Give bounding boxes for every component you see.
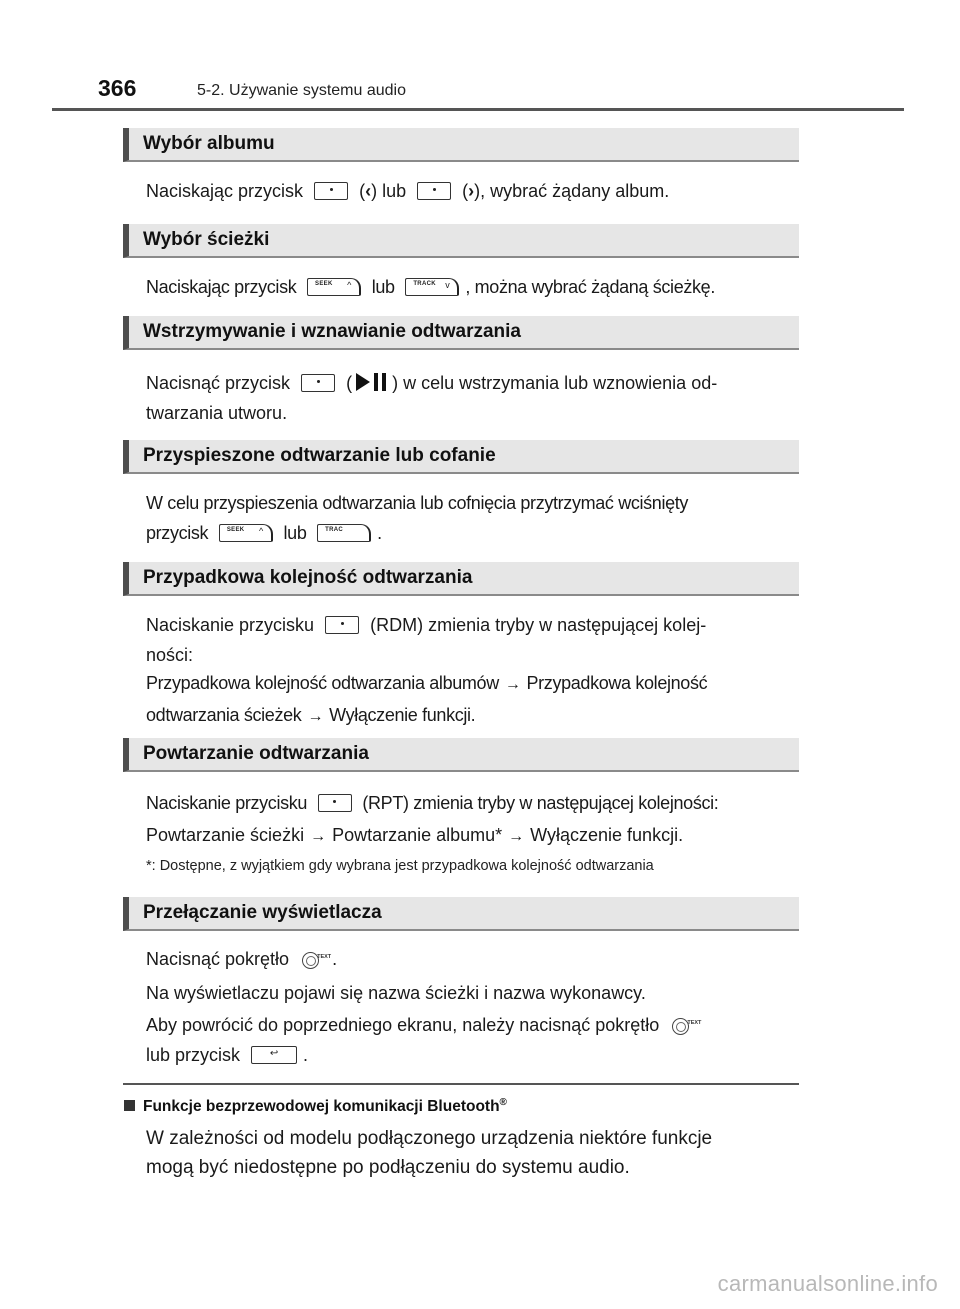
bluetooth-heading bbox=[124, 1097, 507, 1116]
random-seq-1: Przypadkowa kolejność odtwarzania albumów bbox=[146, 673, 499, 693]
repeat-footnote: *: Dostępne, z wyjątkiem gdy wybrana jest przypadkowa kolejność odtwarzania bbox=[146, 858, 654, 874]
display-text-a: Nacisnąć pokrętło bbox=[146, 949, 290, 969]
display-text-d: Aby powrócić do poprzedniego ekranu, należy nacisnąć pokrętło bbox=[146, 1015, 660, 1035]
display-text-e: lub przycisk bbox=[146, 1045, 241, 1065]
album-close-paren: ) bbox=[371, 181, 378, 201]
album-lub: lub bbox=[382, 181, 407, 201]
text-knob-icon-2 bbox=[670, 1012, 702, 1034]
display-info: Na wyświetlaczu pojawi się nazwa ścieżki i nazwa wykonawcy. bbox=[146, 983, 646, 1003]
watermark: carmanualsonline.info bbox=[717, 1271, 938, 1296]
rdm-button-icon bbox=[325, 616, 359, 634]
random-text-b: (RDM) zmienia tryby w następującej kolej- bbox=[370, 615, 707, 635]
album-next-button-icon bbox=[417, 182, 451, 200]
random-text-a: Naciskanie przycisku bbox=[146, 615, 315, 635]
play-pause-icon bbox=[354, 371, 390, 393]
ffrew-text-c: . bbox=[377, 523, 382, 543]
track-cap-2: TRAC bbox=[325, 527, 344, 533]
arrow-right-icon-4: → bbox=[508, 828, 525, 845]
section-title-ffrew: Przyspieszone odtwarzanie lub cofanie bbox=[123, 440, 799, 474]
track-text-b: , można wybrać żądaną ścieżkę. bbox=[465, 277, 715, 297]
seek-cap-2: SEEK bbox=[226, 527, 245, 533]
arrow-right-icon: → bbox=[504, 676, 521, 693]
ffrew-instruction bbox=[146, 488, 799, 548]
rpt-button-icon bbox=[318, 794, 352, 812]
random-text-c: ności: bbox=[146, 645, 194, 665]
repeat-sequence bbox=[146, 820, 799, 852]
bluetooth-text-a: W zależności od modelu podłączonego urządzenia niektóre funkcje bbox=[146, 1128, 713, 1149]
repeat-text-b: (RPT) zmienia tryby w następującej kolejności: bbox=[362, 793, 719, 813]
registered-mark: ® bbox=[499, 1097, 507, 1108]
display-instruction bbox=[146, 944, 799, 974]
track-text-a: Naciskając przycisk bbox=[146, 277, 297, 297]
display-text-f: . bbox=[303, 1045, 309, 1065]
seek-cap: SEEK bbox=[315, 281, 333, 287]
text-knob-icon bbox=[300, 946, 332, 968]
ffrew-text-b: przycisk bbox=[146, 523, 209, 543]
repeat-seq-3: Wyłączenie funkcji. bbox=[530, 825, 684, 845]
chapter-title: 5-2. Używanie systemu audio bbox=[197, 82, 406, 99]
section-title-pause: Wstrzymywanie i wznawianie odtwarzania bbox=[123, 316, 799, 350]
track-instruction bbox=[146, 272, 799, 302]
back-arrow-icon: ↩ bbox=[269, 1048, 279, 1059]
repeat-seq-2: Powtarzanie albumu* bbox=[332, 825, 503, 845]
bluetooth-heading-text: Funkcje bezprzewodowej komunikacji Bluetooth bbox=[143, 1098, 500, 1116]
album-text-a: Naciskając przycisk bbox=[146, 181, 304, 201]
ffrew-text-a: W celu przyspieszenia odtwarzania lub cofnięcia przytrzymać wciśnięty bbox=[146, 493, 689, 513]
page-number: 366 bbox=[98, 75, 137, 101]
track-button-icon bbox=[405, 278, 459, 296]
section-divider bbox=[123, 1083, 799, 1085]
section-title-random: Przypadkowa kolejność odtwarzania bbox=[123, 562, 799, 596]
display-return bbox=[146, 1010, 799, 1070]
chevron-right-icon: › bbox=[468, 181, 475, 201]
random-seq-2: Przypadkowa kolejność bbox=[526, 673, 708, 693]
pause-button-icon bbox=[301, 374, 335, 392]
track-lub: lub bbox=[371, 277, 395, 297]
square-bullet-icon bbox=[124, 1100, 135, 1111]
pause-text-a: Nacisnąć przycisk bbox=[146, 373, 291, 393]
album-text-b: , wybrać żądany album. bbox=[480, 181, 670, 201]
album-instruction bbox=[146, 176, 799, 206]
chevron-up-icon: ^ bbox=[347, 280, 352, 290]
chevron-up-icon-2: ^ bbox=[259, 526, 263, 536]
repeat-seq-1: Powtarzanie ścieżki bbox=[146, 825, 305, 845]
ffrew-lub: lub bbox=[283, 523, 307, 543]
random-seq-4: Wyłączenie funkcji. bbox=[329, 705, 476, 725]
repeat-instruction bbox=[146, 788, 799, 818]
album-open-paren: ( bbox=[359, 181, 366, 201]
pause-text-b: ) w celu wstrzymania lub wznowienia od- bbox=[392, 373, 718, 393]
knob-cap: TEXT bbox=[317, 954, 332, 960]
chevron-left-icon: ‹ bbox=[365, 181, 372, 201]
track-button-icon-2 bbox=[317, 524, 371, 542]
pause-open-paren: ( bbox=[346, 373, 353, 393]
album-close-paren-2: ) bbox=[474, 181, 481, 201]
album-open-paren-2: ( bbox=[462, 181, 469, 201]
section-title-display: Przełączanie wyświetlacza bbox=[123, 897, 799, 931]
section-title-repeat: Powtarzanie odtwarzania bbox=[123, 738, 799, 772]
track-cap: TRACK bbox=[413, 281, 436, 287]
display-text-b: . bbox=[332, 949, 338, 969]
section-title-album: Wybór albumu bbox=[123, 128, 799, 162]
chevron-down-icon: v bbox=[445, 280, 450, 290]
bluetooth-text-b: mogą być niedostępne po podłączeniu do systemu audio. bbox=[146, 1157, 630, 1178]
arrow-right-icon-2: → bbox=[307, 708, 324, 725]
album-prev-button-icon bbox=[314, 182, 348, 200]
knob-cap-2: TEXT bbox=[687, 1020, 702, 1026]
bluetooth-text bbox=[146, 1124, 799, 1182]
back-button-icon bbox=[251, 1046, 297, 1064]
random-seq-3: odtwarzania ścieżek bbox=[146, 705, 302, 725]
pause-text-c: twarzania utworu. bbox=[146, 403, 288, 423]
seek-button-icon bbox=[307, 278, 361, 296]
header-divider bbox=[52, 108, 904, 111]
seek-button-icon-2 bbox=[219, 524, 273, 542]
random-instruction bbox=[146, 610, 799, 670]
random-sequence bbox=[146, 668, 799, 732]
section-title-track: Wybór ścieżki bbox=[123, 224, 799, 258]
arrow-right-icon-3: → bbox=[310, 828, 327, 845]
pause-instruction bbox=[146, 368, 799, 428]
page-header bbox=[0, 0, 960, 112]
repeat-text-a: Naciskanie przycisku bbox=[146, 793, 308, 813]
